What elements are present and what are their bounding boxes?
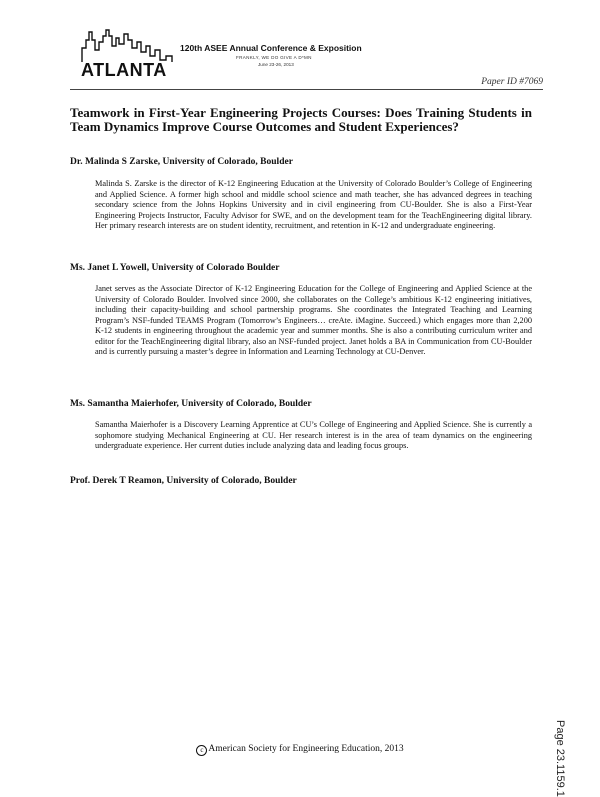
paper-title: Teamwork in First-Year Engineering Projects Courses: Does Training Students in Team Dynamics Improve Course Outcomes and Student Experiences? (70, 105, 532, 134)
author-name: Prof. Derek T Reamon, University of Colorado, Boulder (70, 476, 297, 486)
paper-id: Paper ID #7069 (481, 77, 543, 87)
conference-logo (80, 26, 190, 82)
copyright-footer (0, 744, 600, 756)
author-bio: Malinda S. Zarske is the director of K-12 Engineering Education at the University of Colorado Boulder’s College of Engineering and Applied Science. A former high school and middle school science and math teacher, she has advanced degrees in teaching secondary science from the Johns Hopkins University and in civil engineering from CU-Boulder. She is also a First-Year Engineering Projects Instructor, Faculty Advisor for SWE, and on the development team for the TeachEngineering digital library. Her primary research interests are on student identity, recruitment, and retention in K-12 and undergraduate engineering. (95, 179, 532, 230)
author-bio: Samantha Maierhofer is a Discovery Learning Apprentice at CU’s College of Engineering and Applied Science. She is currently a sophomore studying Mechanical Engineering at CU. Her research interest is in the area of team dynamics on the engineering undergraduate experience. Her current duties include analyzing data and leading focus groups. (95, 420, 532, 450)
logo-text: ATLANTA (81, 60, 167, 80)
author-name: Dr. Malinda S Zarske, University of Colorado, Boulder (70, 157, 293, 167)
author-name: Ms. Janet L Yowell, University of Colorado Boulder (70, 263, 280, 273)
copyright-icon: c (196, 745, 207, 756)
author-name: Ms. Samantha Maierhofer, University of Colorado, Boulder (70, 399, 312, 409)
conference-dates: June 23-26, 2013 (258, 62, 294, 67)
author-bio: Janet serves as the Associate Director of K-12 Engineering Education for the College of Engineering and Applied Science at the University of Colorado Boulder. Involved since 2000, she collaborates on the College’s ambitious K-12 engineering initiatives, including their capacity-building and school partnership programs. She coordinates the Integrated Teaching and Learning Program’s NSF-funded TEAMS Program (Tomorrow’s Engineers… creAte. iMagine. Succeed.) which engages more than 2,200 K-12 students in engineering throughout the academic year and summer months. She is also a contributing curriculum writer and editor for the TeachEngineering digital library, also an NSF-funded project. Janet holds a BA in Communication from CU-Boulder and is currently pursuing a master’s degree in Information and Learning Technology at CU-Denver. (95, 284, 532, 356)
conference-tagline: FRANKLY, WE DO GIVE A D*MN (236, 55, 312, 60)
header-divider (70, 89, 543, 90)
copyright-text: American Society for Engineering Education, 2013 (208, 744, 404, 754)
conference-title: 120th ASEE Annual Conference & Exposition (180, 43, 362, 53)
page-number: Page 23.1159.1 (554, 720, 566, 797)
